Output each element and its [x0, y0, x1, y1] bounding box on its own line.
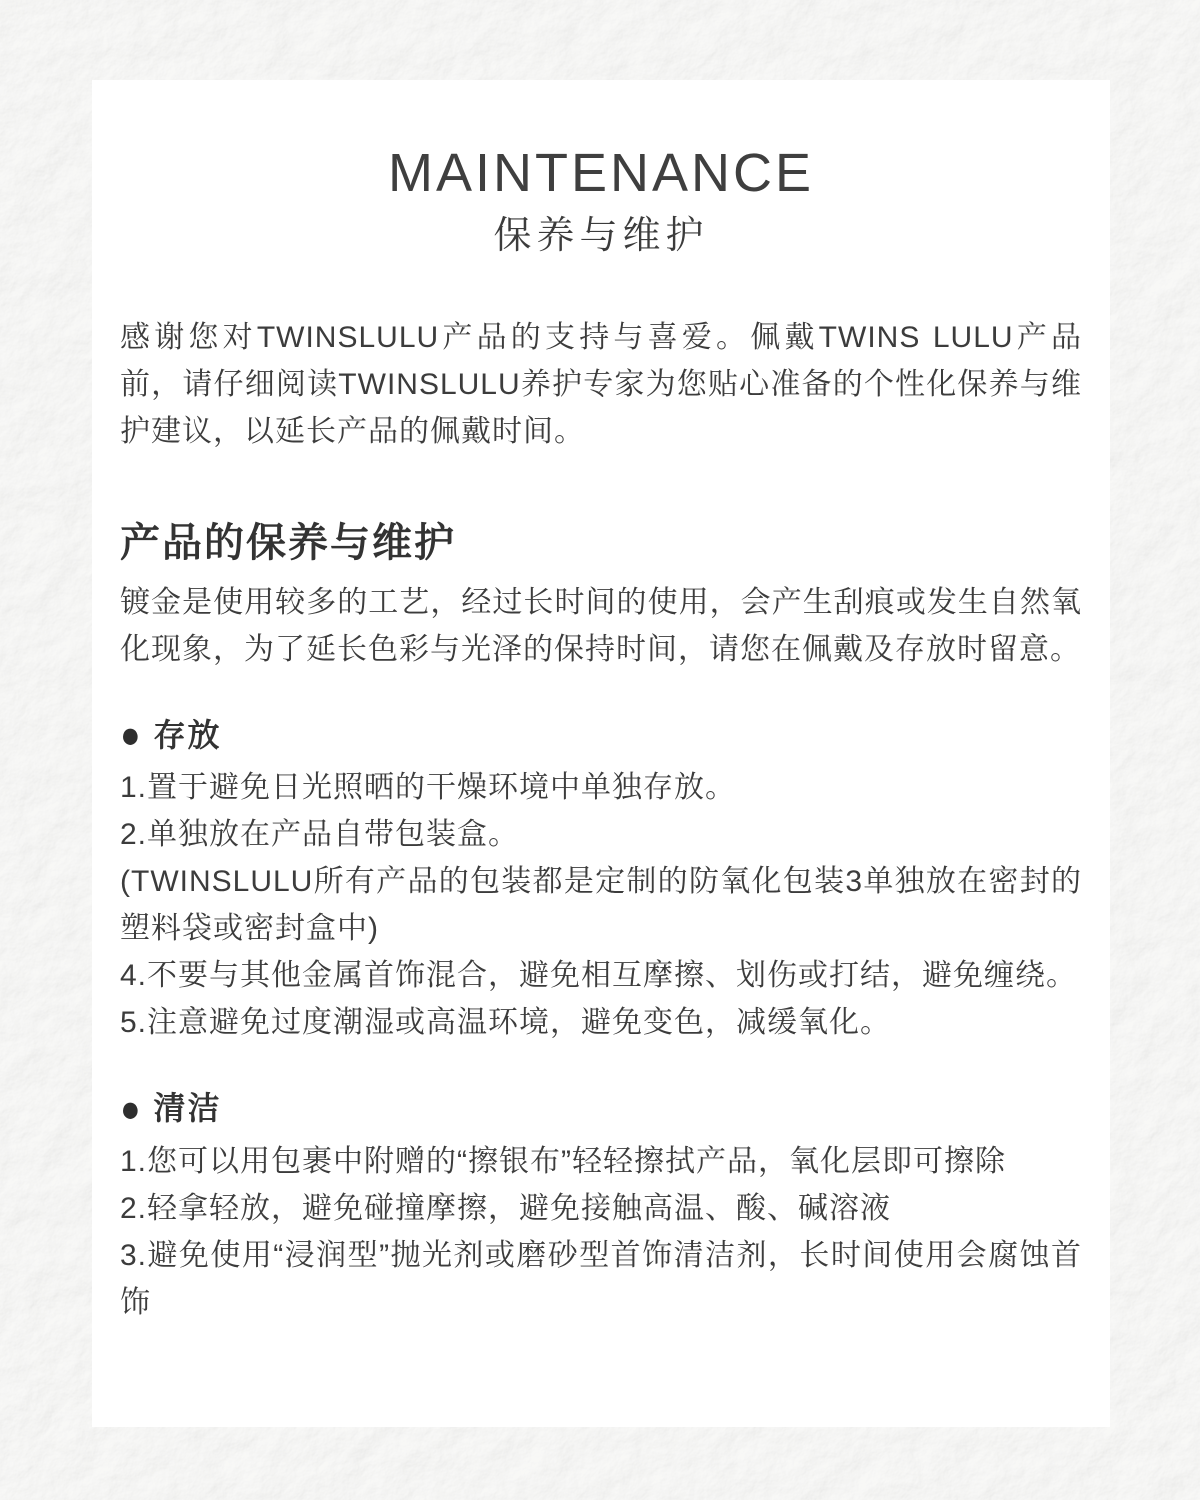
storage-item-1: 1.置于避免日光照晒的干燥环境中单独存放。	[120, 771, 737, 805]
cleaning-item-3: 3.避免使用“浸润型”抛光剂或磨砂型首饰清洁剂，长时间使用会腐蚀首饰	[120, 1238, 1082, 1319]
bullet-circle-icon: ●	[120, 1087, 141, 1131]
storage-heading: 存放	[153, 716, 222, 753]
storage-list	[120, 764, 1082, 1046]
care-section-heading: 产品的保养与维护	[120, 520, 456, 565]
bullet-circle-icon: ●	[120, 714, 141, 757]
storage-item-5: 5.注意避免过度潮湿或高温环境，避免变色，减缓氧化。	[120, 1006, 892, 1040]
storage-item-4: 4.不要与其他金属首饰混合，避免相互摩擦、划伤或打结，避免缠绕。	[120, 959, 1078, 993]
care-instructions-card	[92, 80, 1110, 1427]
cleaning-heading: 清洁	[153, 1090, 222, 1127]
storage-heading-row	[120, 715, 1082, 757]
page-title-chinese: 保养与维护	[493, 215, 709, 258]
cleaning-list	[120, 1138, 1082, 1326]
care-section-body: 镀金是使用较多的工艺，经过长时间的使用，会产生刮痕或发生自然氧化现象，为了延长色彩与光泽的保持时间，请您在佩戴及存放时留意。	[120, 585, 1082, 666]
cleaning-item-2: 2.轻拿轻放，避免碰撞摩擦，避免接触高温、酸、碱溶液	[120, 1191, 892, 1225]
page-title-english: MAINTENANCE	[387, 143, 815, 203]
storage-item-2: 2.单独放在产品自带包装盒。	[120, 818, 520, 852]
cleaning-heading-row	[120, 1088, 1082, 1130]
intro-paragraph: 感谢您对TWINSLULU产品的支持与喜爱。佩戴TWINS LULU产品前，请仔细阅读TWINSLULU养护专家为您贴心准备的个性化保养与维护建议，以延长产品的佩戴时间。	[120, 320, 1082, 448]
storage-item-note: (TWINSLULU所有产品的包装都是定制的防氧化包装3单独放在密封的塑料袋或密封盒中)	[120, 865, 1082, 946]
cleaning-item-1: 1.您可以用包裹中附赠的“擦银布”轻轻擦拭产品，氧化层即可擦除	[120, 1144, 1006, 1178]
